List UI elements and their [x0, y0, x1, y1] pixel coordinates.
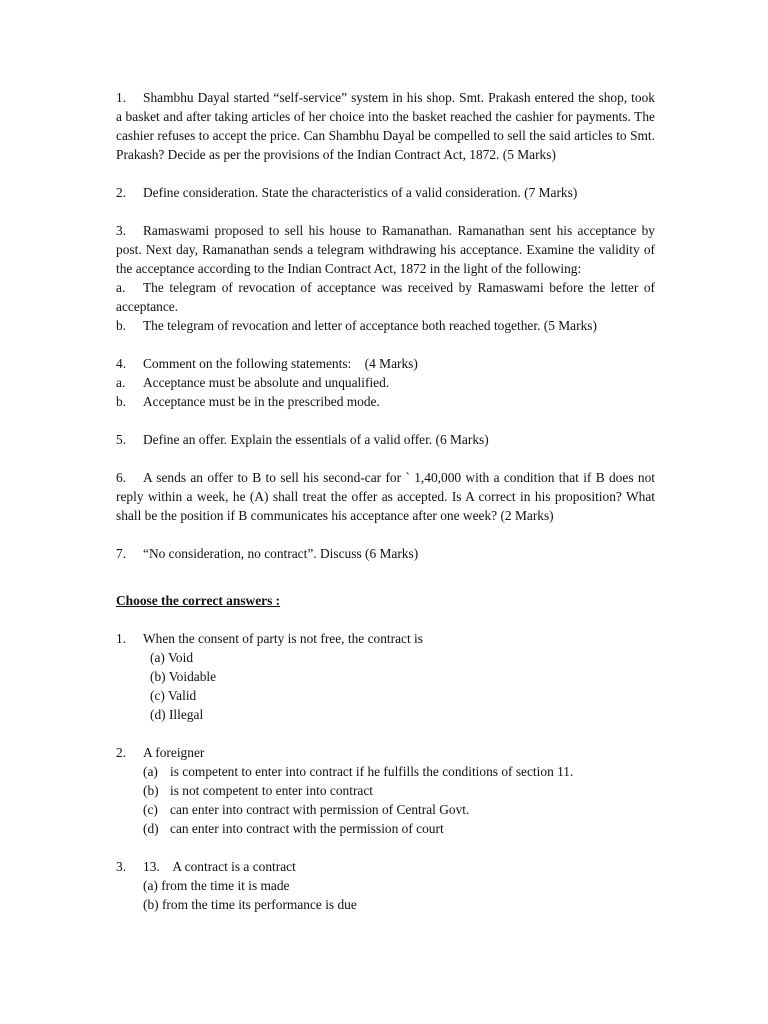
question-text: 2. Define consideration. State the characteristics of a valid consideration. (7 Marks)	[116, 185, 578, 200]
question-text: 7. “No consideration, no contract”. Discuss (6 Marks)	[116, 546, 419, 561]
mcq-option-label: (b)	[143, 783, 159, 798]
sub-question-b: b. Acceptance must be in the prescribed mode.	[116, 394, 380, 409]
question-number: 3.	[116, 223, 127, 238]
mcq-option-label: (a)	[143, 764, 158, 779]
mcq-option-label: (d)	[143, 821, 159, 836]
question-number: 4.	[116, 356, 127, 371]
question-text: 1. Shambhu Dayal started “self-service” system in his shop. Smt. Prakash entered the shop, took a basket and after taking articles of her choice into the basket reached the cashier for payments. The cashier refuses to accept the price. Can Shambhu Dayal be compelled to sell the said articles to Smt. Prakash? Decide as per the provisions of the Indian Contract Act, 1872. (5 Marks)	[116, 90, 655, 162]
mcq-option: (b) Voidable	[150, 669, 217, 684]
mcq-stem: 1. When the consent of party is not free, the contract is	[116, 631, 423, 646]
sub-question-label: a.	[116, 280, 126, 295]
question-4	[116, 354, 655, 411]
mcq-option: (d) Illegal	[150, 707, 204, 722]
question-number: 2.	[116, 185, 127, 200]
question-text: 6. A sends an offer to B to sell his second-car for ` 1,40,000 with a condition that if B does not reply within a week, he (A) shall treat the offer as accepted. Is A correct in his proposition? What shall be the position if B communicates his acceptance after one week? (2 Marks)	[116, 470, 655, 523]
question-text: 5. Define an offer. Explain the essentials of a valid offer. (6 Marks)	[116, 432, 489, 447]
sub-question-b: b. The telegram of revocation and letter of acceptance both reached together. (5 Marks)	[116, 318, 597, 333]
mcq-option: (b) from the time its performance is due	[143, 897, 357, 912]
question-number: 5.	[116, 432, 127, 447]
mcq-option: (a) from the time it is made	[143, 878, 290, 893]
question-3	[116, 221, 655, 335]
mcq-stem: 3. 13. A contract is a contract	[116, 859, 296, 874]
question-2	[116, 183, 655, 202]
question-number: 1.	[116, 90, 127, 105]
mcq-section-heading: Choose the correct answers :	[116, 593, 281, 608]
question-number: 6.	[116, 470, 127, 485]
mcq-option-label: (c)	[143, 802, 158, 817]
question-7	[116, 544, 655, 563]
mcq-stem: 2. A foreigner	[116, 745, 205, 760]
mcq-2	[116, 743, 655, 838]
mcq-number: 2.	[116, 745, 127, 760]
question-text: 4. Comment on the following statements: (4 Marks)	[116, 356, 418, 371]
mcq-number: 3.	[116, 859, 127, 874]
mcq-3	[116, 857, 655, 914]
mcq-option: (a) Void	[150, 650, 194, 665]
mcq-option: (d) can enter into contract with the permission of court	[143, 821, 444, 836]
sub-question-a: a. Acceptance must be absolute and unqualified.	[116, 375, 390, 390]
sub-question-label: b.	[116, 318, 127, 333]
mcq-1	[116, 629, 655, 724]
sub-question-a: a. The telegram of revocation of acceptance was received by Ramaswami before the letter of acceptance.	[116, 280, 655, 314]
question-number: 7.	[116, 546, 127, 561]
sub-question-label: b.	[116, 394, 127, 409]
question-1	[116, 88, 655, 164]
question-6	[116, 468, 655, 525]
question-5	[116, 430, 655, 449]
sub-question-label: a.	[116, 375, 126, 390]
mcq-option: (c) Valid	[150, 688, 197, 703]
question-text: 3. Ramaswami proposed to sell his house to Ramanathan. Ramanathan sent his acceptance by post. Next day, Ramanathan sends a telegram withdrawing his acceptance. Examine the validity of the acceptance according to the Indian Contract Act, 1872 in the light of the following:	[116, 223, 655, 276]
mcq-option: (a) is competent to enter into contract if he fulfills the conditions of section 11.	[143, 764, 574, 779]
mcq-number: 1.	[116, 631, 127, 646]
mcq-option: (c) can enter into contract with permission of Central Govt.	[143, 802, 470, 817]
mcq-option: (b) is not competent to enter into contract	[143, 783, 374, 798]
